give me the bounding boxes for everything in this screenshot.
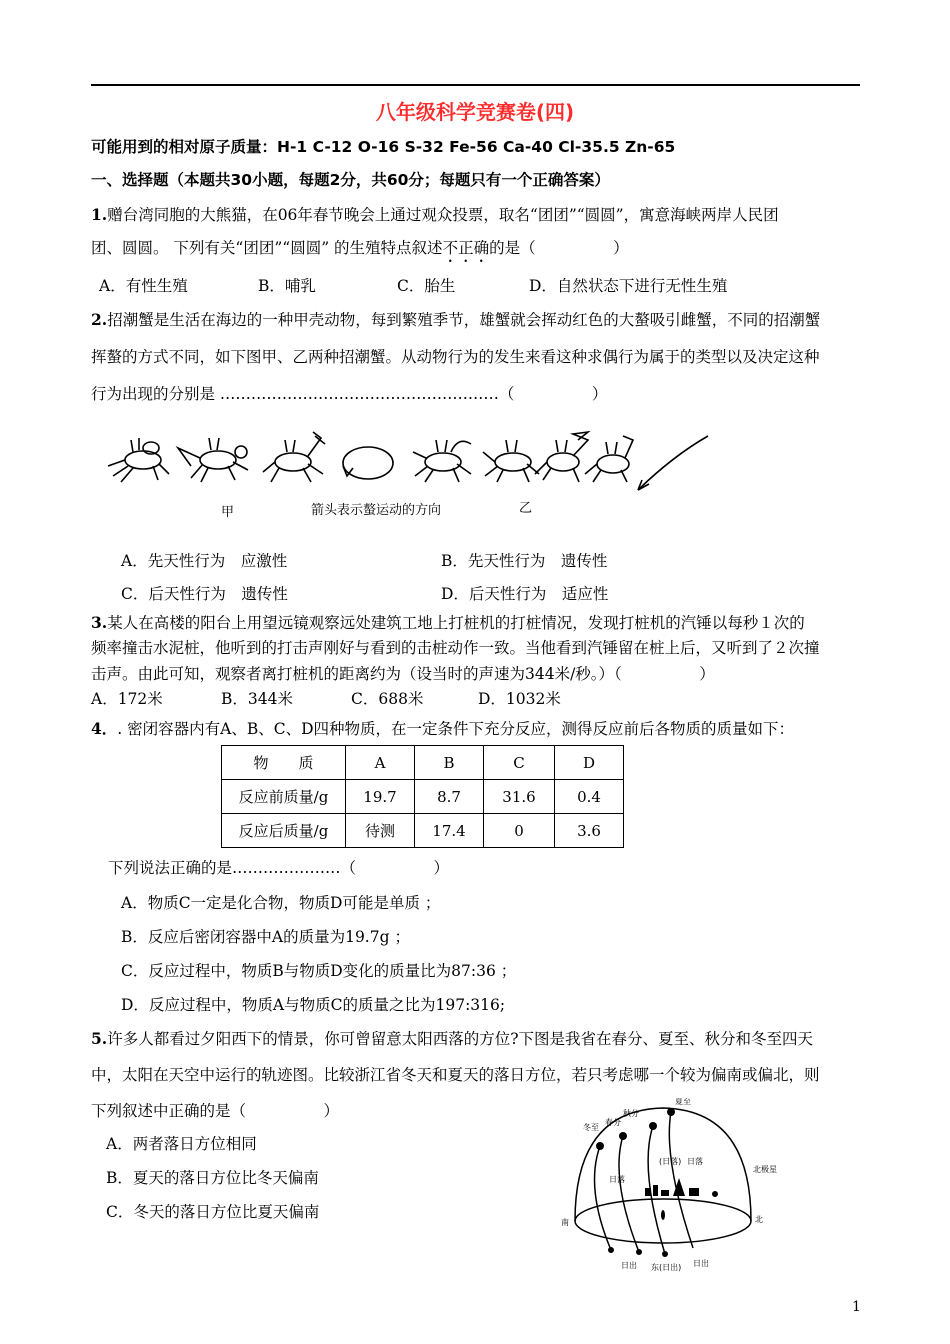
- question-4-stem: 下列说法正确的是…………………（ ）: [108, 859, 450, 877]
- page-title: 八年级科学竞赛卷(四): [375, 100, 575, 124]
- q5-option-b: B．夏天的落日方位比冬天偏南: [106, 1169, 319, 1187]
- label-riluo: 日落: [609, 1175, 625, 1184]
- table-cell: 待测: [346, 814, 415, 848]
- q2-option-a: A．先天性行为 应激性: [121, 552, 288, 570]
- table-cell: C: [484, 746, 555, 780]
- question-1-line2: 团、圆圆。 下列有关“团团”“圆圆” 的生殖特点叙述不正确的是（ ）: [91, 239, 629, 257]
- q1-option-c: C．胎生: [397, 277, 456, 295]
- question-3-line1: 3.某人在高楼的阳台上用望远镜观察远处建筑工地上打桩机的打桩情况，发现打桩机的汽锤以每秒１次的: [91, 613, 805, 632]
- arrow-loop-icon: [343, 447, 393, 479]
- q4-option-a: A．物质C一定是化合物，物质D可能是单质 ；: [121, 894, 441, 912]
- q3-option-a: A．172米: [91, 690, 163, 708]
- label-south: 南: [561, 1218, 569, 1227]
- figure-caption: 箭头表示螯运动的方向: [311, 503, 442, 518]
- question-3-line2: 频率撞击水泥桩，他听到的打击声刚好与看到的击桩动作一致。当他看到汽锤留在桩上后，又听到了２次撞: [91, 639, 820, 657]
- q1-option-b: B．哺乳: [258, 277, 316, 295]
- observer-icon: [661, 1210, 665, 1220]
- question-5-line3: 下列叙述中正确的是（ ）: [91, 1102, 340, 1120]
- question-5-line2: 中，太阳在天空中运行的轨迹图。比较浙江省冬天和夏天的落日方位，若只考虑哪一个较为偏南或偏北，则: [91, 1066, 820, 1084]
- fiddler-crab-figure: [103, 428, 713, 523]
- table-cell: 0.4: [555, 780, 624, 814]
- q3-option-c: C．688米: [351, 690, 424, 708]
- q2-option-b: B．先天性行为 遗传性: [441, 552, 608, 570]
- q4-option-d: D．反应过程中，物质A与物质C的质量之比为197:316;: [121, 996, 506, 1014]
- table-cell: 反应后质量/g: [222, 814, 346, 848]
- crab-icon: [263, 432, 325, 482]
- q2-option-c: C．后天性行为 遗传性: [121, 585, 288, 603]
- q1-option-d: D．自然状态下进行无性生殖: [529, 277, 728, 295]
- crab-icon: [413, 440, 471, 482]
- emphasis-text: 不正确: [442, 239, 490, 257]
- table-cell: 物 质: [222, 746, 346, 780]
- label-dong: 东(日出): [651, 1263, 682, 1272]
- q3-option-d: D．1032米: [478, 690, 561, 708]
- label-richu: 日出: [621, 1261, 637, 1270]
- table-cell: 8.7: [415, 780, 484, 814]
- q4-option-c: C．反应过程中，物质B与物质D变化的质量比为87:36 ；: [121, 962, 517, 980]
- table-cell: B: [415, 746, 484, 780]
- question-1-line1: 1.赠台湾同胞的大熊猫，在06年春节晚会上通过观众投票，取名“团团”“圆圆”，寓意海峡两岸人民团: [91, 205, 779, 224]
- table-cell: A: [346, 746, 415, 780]
- label-chunfen: 春分: [605, 1118, 621, 1127]
- label-xiazhi: 夏至: [675, 1098, 691, 1106]
- table-cell: 反应前质量/g: [222, 780, 346, 814]
- label-dongzhi: 冬至: [583, 1123, 599, 1132]
- label-qiufen: 秋分: [623, 1109, 639, 1118]
- question-2-line3: 行为出现的分别是 ………………………………………………（ ）: [91, 385, 608, 403]
- q3-option-b: B．344米: [221, 690, 293, 708]
- sun-icon: [636, 1249, 642, 1255]
- q4-option-b: B．反应后密闭容器中A的质量为19.7g ；: [121, 928, 410, 946]
- crab-icon: [178, 438, 248, 482]
- label-riluo-2: 日落: [687, 1157, 703, 1166]
- label-jia: 甲: [221, 505, 235, 520]
- sun-icon: [619, 1132, 627, 1140]
- table-cell: 31.6: [484, 780, 555, 814]
- sun-path-diagram: [555, 1098, 785, 1290]
- question-5-line1: 5.许多人都看过夕阳西下的情景，你可曾留意太阳西落的方位?下图是我省在春分、夏至、秋分和冬至四天: [91, 1029, 814, 1048]
- q5-option-a: A．两者落日方位相同: [106, 1135, 257, 1153]
- table-header-row: [222, 746, 624, 780]
- label-north: 北: [755, 1215, 763, 1224]
- sun-icon: [667, 1108, 675, 1116]
- crab-icon: [535, 432, 588, 482]
- sun-icon: [596, 1142, 604, 1150]
- crab-icon: [585, 436, 633, 482]
- q2-option-d: D．后天性行为 适应性: [441, 585, 609, 603]
- label-yi: 乙: [519, 501, 533, 516]
- q5-option-c: C．冬天的落日方位比夏天偏南: [106, 1203, 320, 1221]
- table-cell: 19.7: [346, 780, 415, 814]
- table-cell: D: [555, 746, 624, 780]
- question-2-line1: 2.招潮蟹是生活在海边的一种甲壳动物，每到繁殖季节，雄蟹就会挥动红色的大螯吸引雌蟹，不同的招潮蟹: [91, 310, 821, 329]
- label-richu-2: 日出: [693, 1259, 709, 1268]
- label-riluo-3: (日落): [659, 1157, 682, 1166]
- section-heading: 一、选择题（本题共30小题，每题2分，共60分；每题只有一个正确答案）: [91, 171, 610, 189]
- table-row: [222, 814, 624, 848]
- table-cell: 3.6: [555, 814, 624, 848]
- table-cell: 0: [484, 814, 555, 848]
- label-polaris: 北极星: [753, 1165, 777, 1174]
- mass-table: [221, 745, 624, 848]
- sun-icon: [662, 1251, 668, 1257]
- question-2-line2: 挥螯的方式不同，如下图甲、乙两种招潮蟹。从动物行为的发生来看这种求偶行为属于的类型以及决定这种: [91, 348, 820, 366]
- crab-icon: [108, 438, 169, 482]
- sun-icon: [608, 1247, 614, 1253]
- sun-icon: [649, 1122, 657, 1130]
- sun-icon: [712, 1191, 718, 1197]
- atomic-masses: 可能用到的相对原子质量：H-1 C-12 O-16 S-32 Fe-56 Ca-40 Cl-35.5 Zn-65: [91, 138, 676, 156]
- table-cell: 17.4: [415, 814, 484, 848]
- page-number: 1: [852, 1299, 861, 1315]
- top-rule: [91, 84, 860, 86]
- question-4-line1: 4．. 密闭容器内有A、B、C、D四种物质，在一定条件下充分反应，测得反应前后各物质的质量如下：: [91, 719, 795, 738]
- arrow-arc-icon: [638, 436, 708, 490]
- crab-icon: [483, 440, 539, 482]
- question-3-line3: 击声。由此可知，观察者离打桩机的距离约为（设当时的声速为344米/秒。）（ ）: [91, 665, 715, 683]
- q1-option-a: A．有性生殖: [99, 277, 188, 295]
- table-row: [222, 780, 624, 814]
